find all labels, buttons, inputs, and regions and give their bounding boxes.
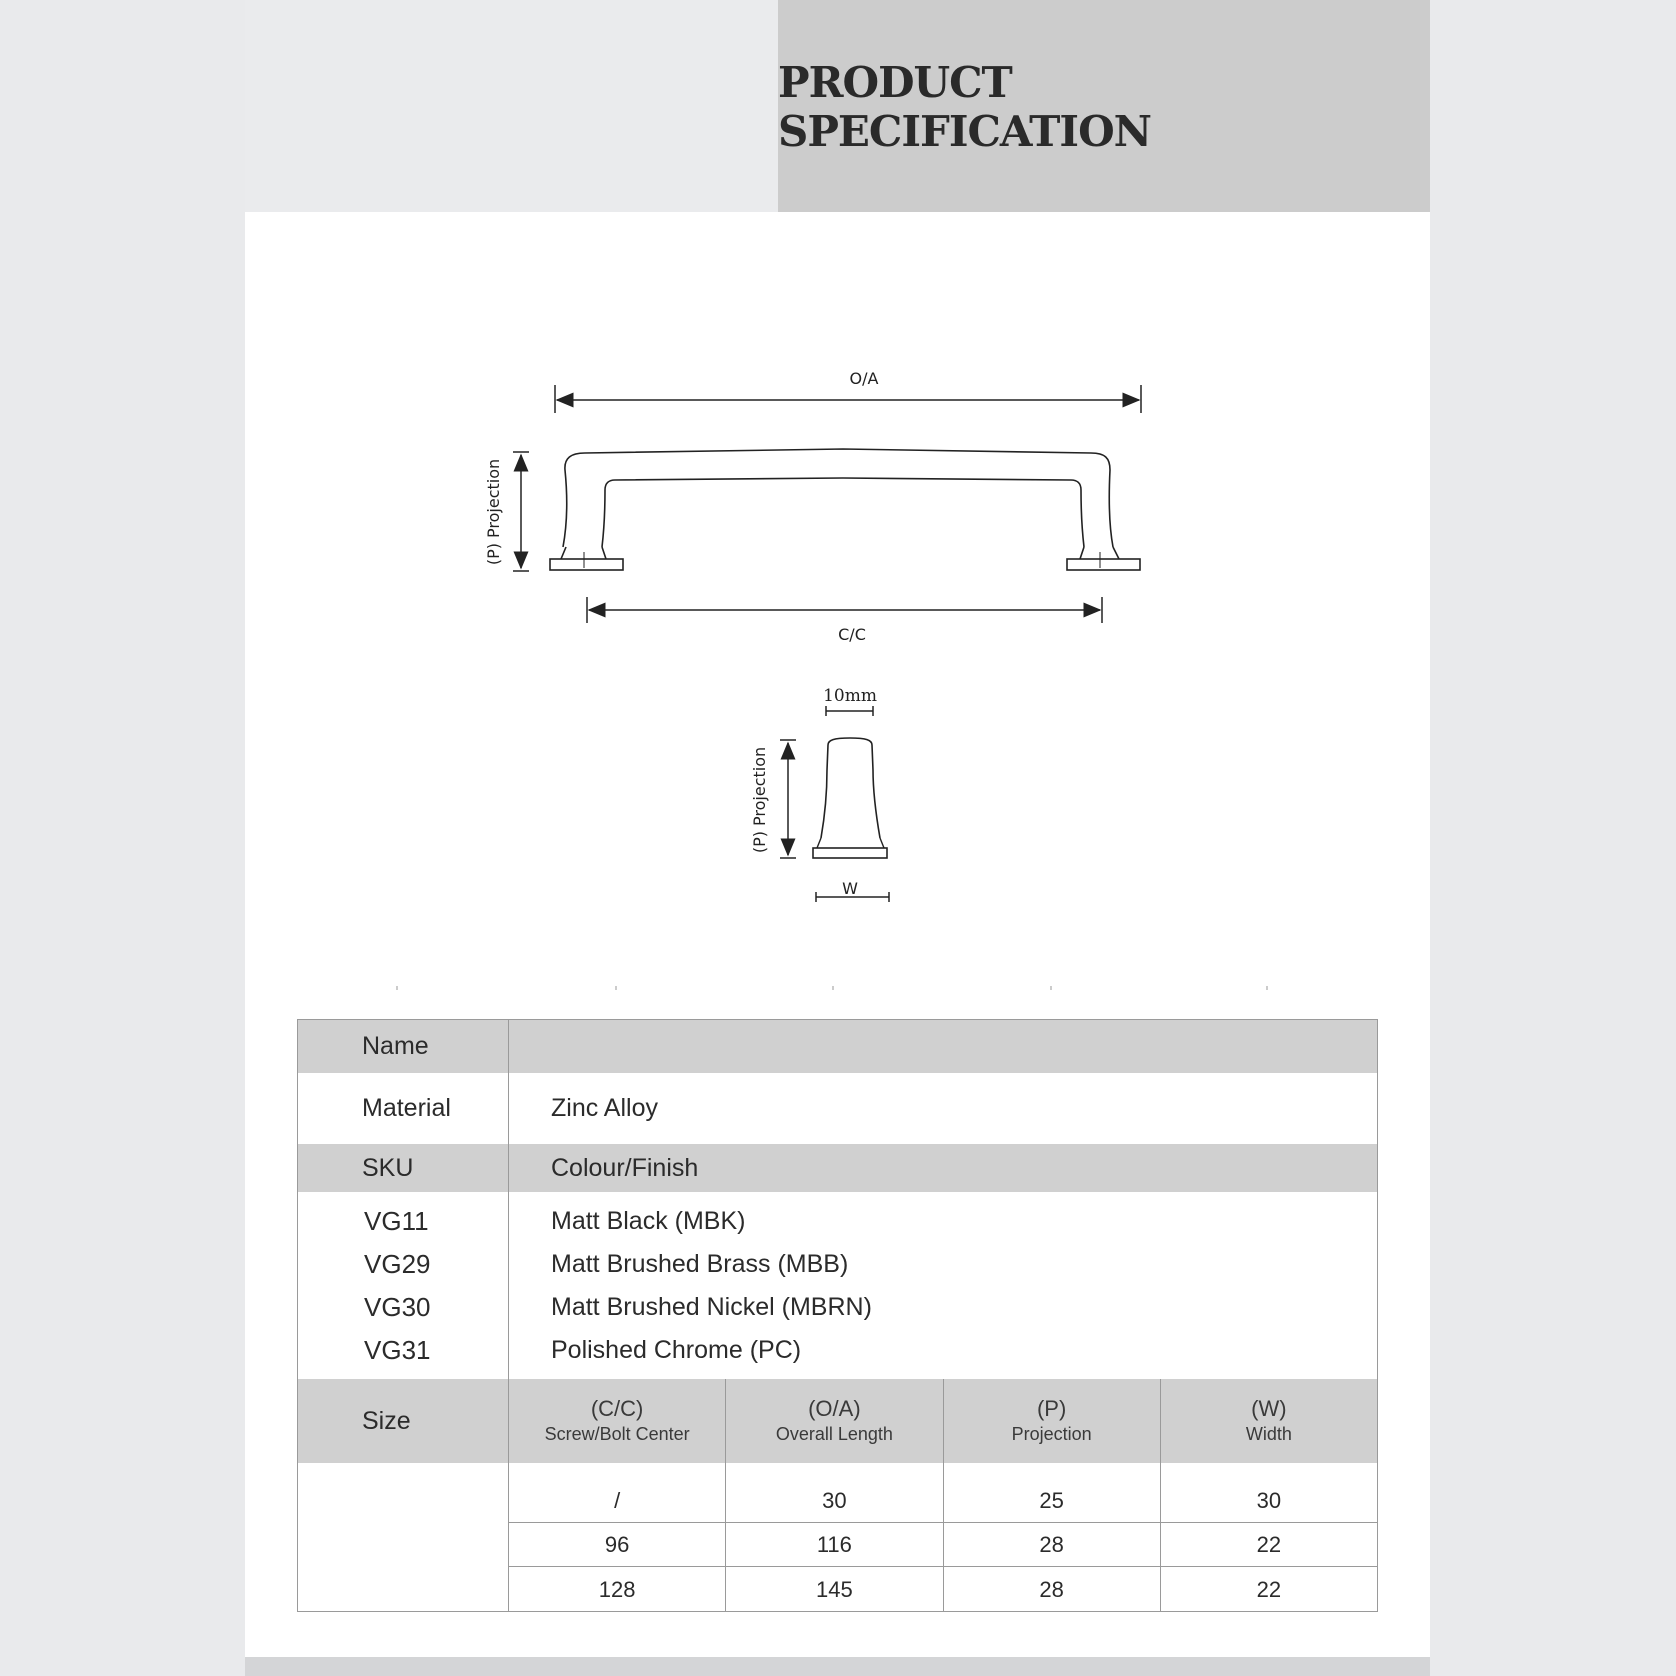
center-to-center-dimension bbox=[587, 597, 1102, 644]
center-to-center-label: C/C bbox=[838, 625, 866, 644]
size-label: Size bbox=[298, 1379, 509, 1463]
size-data-grid bbox=[509, 1463, 1377, 1611]
handle-front-view bbox=[550, 449, 1140, 570]
table-row bbox=[509, 1463, 1377, 1522]
size-cell: 116 bbox=[726, 1523, 943, 1566]
material-row bbox=[298, 1073, 1377, 1144]
size-cell: 30 bbox=[1256, 1488, 1282, 1513]
size-column-code: (O/A) bbox=[808, 1396, 861, 1421]
finish-label: Colour/Finish bbox=[551, 1153, 699, 1182]
size-cell: 145 bbox=[726, 1567, 943, 1611]
size-column-header bbox=[1161, 1379, 1377, 1463]
sku-list bbox=[364, 1192, 431, 1379]
size-column-desc: Overall Length bbox=[775, 1424, 893, 1444]
size-column-header bbox=[509, 1379, 726, 1463]
technical-drawing bbox=[245, 0, 1430, 1010]
size-header-row bbox=[298, 1379, 1377, 1463]
name-row bbox=[298, 1020, 1377, 1073]
width-label: W bbox=[842, 879, 858, 898]
name-label: Name bbox=[298, 1020, 509, 1073]
table-row bbox=[509, 1566, 1377, 1611]
sku-item: VG31 bbox=[364, 1334, 431, 1365]
size-column-code: (W) bbox=[1251, 1396, 1287, 1421]
size-cell: 25 bbox=[944, 1463, 1161, 1522]
size-column-header bbox=[726, 1379, 943, 1463]
overall-length-dimension bbox=[555, 369, 1141, 413]
thickness-label: 10mm bbox=[823, 686, 877, 706]
name-value bbox=[509, 1020, 1377, 1073]
spec-sheet bbox=[245, 0, 1430, 1676]
handle-side-view bbox=[813, 686, 889, 902]
size-cell: 30 bbox=[726, 1463, 943, 1522]
finish-list bbox=[551, 1192, 872, 1379]
overall-length-label: O/A bbox=[849, 369, 879, 388]
finish-list-cell bbox=[509, 1192, 1377, 1379]
size-column-desc: Width bbox=[1245, 1424, 1292, 1444]
sku-item: VG30 bbox=[364, 1291, 431, 1322]
sku-finish-list bbox=[298, 1192, 1377, 1379]
projection-label-side: (P) Projection bbox=[750, 746, 769, 854]
footer-band bbox=[245, 1657, 1430, 1676]
size-column-desc: Projection bbox=[1011, 1424, 1092, 1444]
material-label: Material bbox=[298, 1073, 509, 1144]
projection-dimension-front bbox=[484, 452, 529, 571]
sku-item: VG29 bbox=[364, 1248, 431, 1279]
spec-table bbox=[297, 1019, 1378, 1612]
size-data-rows bbox=[298, 1463, 1377, 1611]
size-cell: 28 bbox=[944, 1523, 1161, 1566]
column-guide-ticks bbox=[397, 986, 1267, 990]
finish-item: Matt Brushed Brass (MBB) bbox=[551, 1249, 849, 1278]
material-value: Zinc Alloy bbox=[551, 1094, 658, 1122]
finish-item: Polished Chrome (PC) bbox=[551, 1335, 802, 1364]
projection-label-front: (P) Projection bbox=[484, 458, 503, 566]
finish-item: Matt Black (MBK) bbox=[551, 1206, 746, 1235]
size-column-desc: Screw/Bolt Center bbox=[544, 1424, 690, 1444]
sku-header-row bbox=[298, 1144, 1377, 1192]
size-column-header bbox=[944, 1379, 1161, 1463]
sku-item: VG11 bbox=[364, 1205, 429, 1236]
finish-item: Matt Brushed Nickel (MBRN) bbox=[551, 1292, 872, 1321]
sku-list-cell bbox=[298, 1192, 509, 1379]
size-column-headers bbox=[509, 1379, 1377, 1463]
sku-label: SKU bbox=[298, 1144, 509, 1192]
page-title: PRODUCT SPECIFICATION bbox=[778, 58, 1152, 156]
size-cell: 22 bbox=[1256, 1532, 1282, 1557]
table-row bbox=[509, 1522, 1377, 1566]
size-cell: 22 bbox=[1256, 1577, 1282, 1602]
projection-dimension-side bbox=[750, 740, 796, 858]
size-cell: 96 bbox=[509, 1523, 726, 1566]
size-data-blank bbox=[298, 1463, 509, 1611]
size-column-code: (P) bbox=[1036, 1396, 1067, 1421]
size-cell: 128 bbox=[509, 1567, 726, 1611]
size-cell: 28 bbox=[944, 1567, 1161, 1611]
size-column-code: (C/C) bbox=[590, 1396, 644, 1421]
size-cell: / bbox=[509, 1463, 726, 1522]
